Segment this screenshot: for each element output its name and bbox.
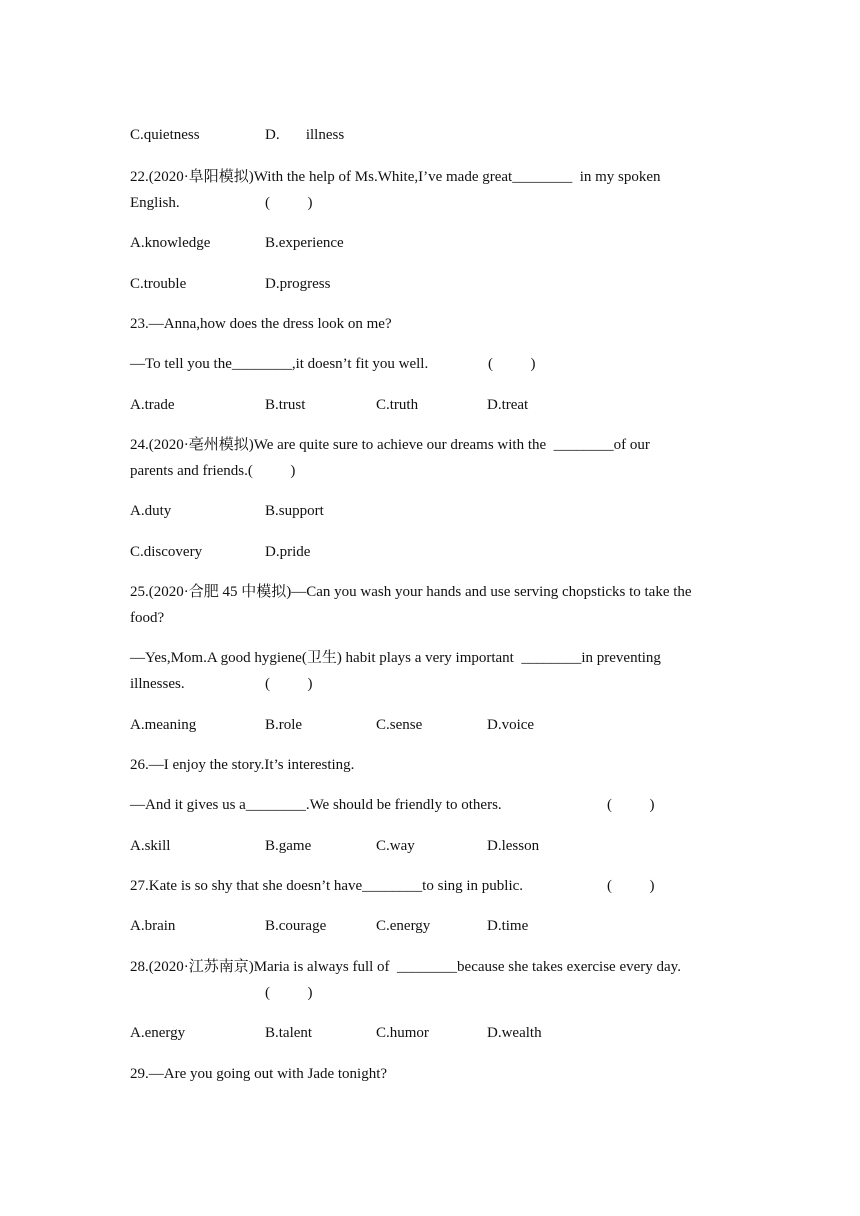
option-a: A.skill — [130, 838, 171, 854]
option-c: C.discovery — [130, 544, 203, 560]
option-a: A.trade — [130, 397, 175, 413]
answer-blank: ( ) — [265, 195, 313, 211]
option-c: C.energy — [376, 918, 431, 934]
option-d: D.progress — [265, 276, 331, 292]
answer-blank: ( ) — [265, 985, 313, 1001]
option-b: B.game — [265, 838, 312, 854]
option-a: A.brain — [130, 918, 176, 934]
option-d: D.pride — [265, 544, 311, 560]
question-25-text: 25.(2020·合肥 45 中模拟)—Can you wash your hands and use serving chopsticks to take the — [130, 584, 692, 600]
option-b: B.experience — [265, 235, 344, 251]
option-a: A.meaning — [130, 717, 197, 733]
option-c: C.way — [376, 838, 415, 854]
answer-blank: ( ) — [607, 878, 655, 894]
option-c: C.quietness — [130, 127, 200, 143]
question-24-text-cont: parents and friends.( ) — [130, 463, 296, 479]
question-26-text: 26.—I enjoy the story.It’s interesting. — [130, 757, 355, 773]
question-24-text: 24.(2020·亳州模拟)We are quite sure to achieve our dreams with the ________of our — [130, 437, 650, 453]
option-a: A.knowledge — [130, 235, 211, 251]
option-c: C.sense — [376, 717, 423, 733]
option-b: B.courage — [265, 918, 327, 934]
question-23-text: 23.—Anna,how does the dress look on me? — [130, 316, 392, 332]
question-25-response-cont: illnesses. — [130, 676, 185, 692]
question-28-text: 28.(2020·江苏南京)Maria is always full of ________because she takes exercise every day. — [130, 959, 681, 975]
option-a: A.energy — [130, 1025, 186, 1041]
question-29-text: 29.—Are you going out with Jade tonight? — [130, 1066, 388, 1082]
question-22-text: 22.(2020·阜阳模拟)With the help of Ms.White,I’ve made great________ in my spoken — [130, 169, 661, 185]
option-d: D.wealth — [487, 1025, 542, 1041]
answer-blank: ( ) — [265, 676, 313, 692]
question-25-text-cont: food? — [130, 610, 165, 626]
question-23-text-cont: —To tell you the________,it doesn’t fit you well. — [130, 356, 429, 372]
answer-blank: ( ) — [607, 797, 655, 813]
option-c: C.trouble — [130, 276, 187, 292]
option-c: C.truth — [376, 397, 419, 413]
question-25-response: —Yes,Mom.A good hygiene(卫生) habit plays a very important ________in preventing — [130, 650, 661, 666]
option-b: B.talent — [265, 1025, 313, 1041]
answer-blank: ( ) — [488, 356, 536, 372]
option-c: C.humor — [376, 1025, 429, 1041]
option-d: D.treat — [487, 397, 529, 413]
option-b: B.support — [265, 503, 324, 519]
question-27-text: 27.Kate is so shy that she doesn’t have________to sing in public. — [130, 878, 524, 894]
option-d: D.lesson — [487, 838, 540, 854]
option-d: D. illness — [265, 127, 345, 143]
question-26-response: —And it gives us a________.We should be friendly to others. — [130, 797, 502, 813]
option-a: A.duty — [130, 503, 172, 519]
option-b: B.role — [265, 717, 303, 733]
option-d: D.voice — [487, 717, 535, 733]
question-22-text-cont: English. — [130, 195, 180, 211]
option-b: B.trust — [265, 397, 306, 413]
option-d: D.time — [487, 918, 529, 934]
